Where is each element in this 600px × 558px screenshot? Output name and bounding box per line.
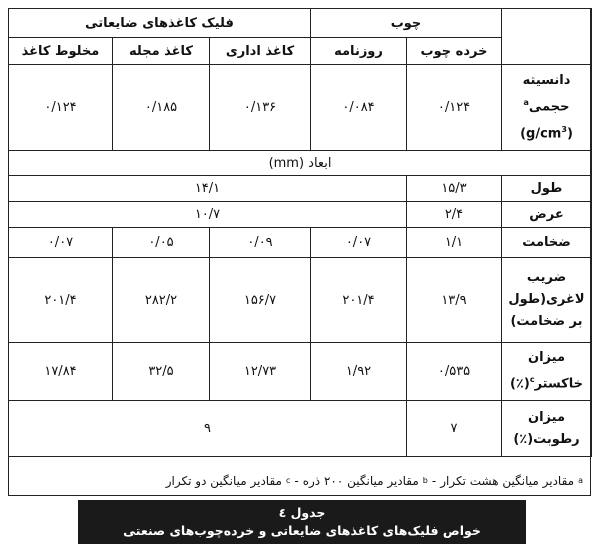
row-slenderness [9,258,592,343]
cell-slenderness-newspaper: ۲۰۱/۴ [311,258,407,343]
header-newspaper: روزنامه [311,38,407,65]
cell-thickness-mixed: ۰/۰۷ [9,228,113,258]
cell-slenderness-wood-chips: ۱۳/۹ [407,258,502,343]
footnote-c-text: مقادیر میانگین دو تکرار [165,473,282,488]
density-label-sup: a [523,98,529,108]
density-unit-sup: 3 [561,124,567,134]
group-header-row [9,9,592,38]
cell-density-wood-chips: ۰/۱۲۴ [407,65,502,151]
slenderness-label-line3: بر ضخامت) [510,314,583,329]
footnote-b-mark: b [422,476,428,485]
cell-density-office: ۰/۱۳۶ [210,65,311,151]
properties-table [8,8,592,457]
row-label-density [502,65,592,151]
cell-thickness-wood-chips: ۱/۱ [407,228,502,258]
row-width [9,202,592,228]
cell-width-wood-chips: ۲/۴ [407,202,502,228]
density-unit-close: ) [566,125,573,141]
ash-label-line1: میزان [528,350,565,366]
dimensions-label: ابعاد (mm) [9,151,592,176]
footnote-separator-1: - [431,473,437,488]
cell-ash-office: ۱۲/۷۳ [210,343,311,401]
cell-slenderness-mixed: ۲۰۱/۴ [9,258,113,343]
cell-length-wood-chips: ۱۵/۳ [407,176,502,202]
cell-thickness-office: ۰/۰۹ [210,228,311,258]
cell-density-newspaper: ۰/۰۸۴ [311,65,407,151]
footnote-a-text: مقادیر میانگین هشت تکرار [440,473,575,488]
density-unit: (g/cm [520,125,562,141]
cell-width-paper: ۱۰/۷ [9,202,407,228]
cell-slenderness-magazine: ۲۸۲/۲ [113,258,210,343]
ash-label-pct: (٪) [509,376,530,392]
cell-moisture-paper: ۹ [9,401,407,457]
row-label-slenderness [502,258,592,343]
cell-length-paper: ۱۴/۱ [9,176,407,202]
slenderness-label-line1: ضریب [526,270,567,285]
row-label-length: طول [502,176,592,202]
density-label-line2: حجمی [528,99,570,115]
caption-table-number: جدول ٤ [278,505,326,520]
group-header-paper: فلیک کاغذهای ضایعاتی [9,9,311,38]
footnote-c-mark: c [285,476,291,485]
cell-moisture-wood-chips: ۷ [407,401,502,457]
group-header-wood: چوب [311,9,502,38]
corner-cell [502,9,592,65]
slenderness-label-line2: لاغری(طول [508,292,585,307]
footnote-separator-2: - [294,473,299,488]
row-density [9,65,592,151]
row-dimensions [9,151,592,176]
cell-ash-wood-chips: ۰/۵۳۵ [407,343,502,401]
cell-density-mixed: ۰/۱۲۴ [9,65,113,151]
cell-density-magazine: ۰/۱۸۵ [113,65,210,151]
cell-thickness-newspaper: ۰/۰۷ [311,228,407,258]
caption-title: خواص فلیک‌های کاغذهای ضایعاتی و خرده‌چوب‌های صنعتی [123,523,481,538]
cell-ash-magazine: ۳۲/۵ [113,343,210,401]
header-mixed-paper: مخلوط کاغذ [9,38,113,65]
header-magazine-paper: کاغذ مجله [113,38,210,65]
row-thickness [9,228,592,258]
table-caption [78,500,526,544]
row-label-ash [502,343,592,401]
cell-ash-mixed: ۱۷/۸۴ [9,343,113,401]
footnote-b-text: مقادیر میانگین ۲۰۰ ذره [302,473,419,488]
header-wood-chips: خرده چوب [407,38,502,65]
row-label-thickness: ضخامت [502,228,592,258]
cell-thickness-magazine: ۰/۰۵ [113,228,210,258]
density-label-line1: دانسیته [522,73,571,89]
row-moisture [9,401,592,457]
cell-ash-newspaper: ۱/۹۲ [311,343,407,401]
cell-slenderness-office: ۱۵۶/۷ [210,258,311,343]
moisture-label-line2: رطوبت(٪) [513,431,580,447]
row-ash [9,343,592,401]
row-length [9,176,592,202]
row-label-moisture [502,401,592,457]
footnote-a-mark: a [578,476,583,485]
ash-label-sup: c [529,375,535,385]
ash-label-line2: خاکستر [534,376,583,392]
row-label-width: عرض [502,202,592,228]
moisture-label-line1: میزان [528,409,565,425]
header-office-paper: کاغذ اداری [210,38,311,65]
footnote [8,465,591,496]
